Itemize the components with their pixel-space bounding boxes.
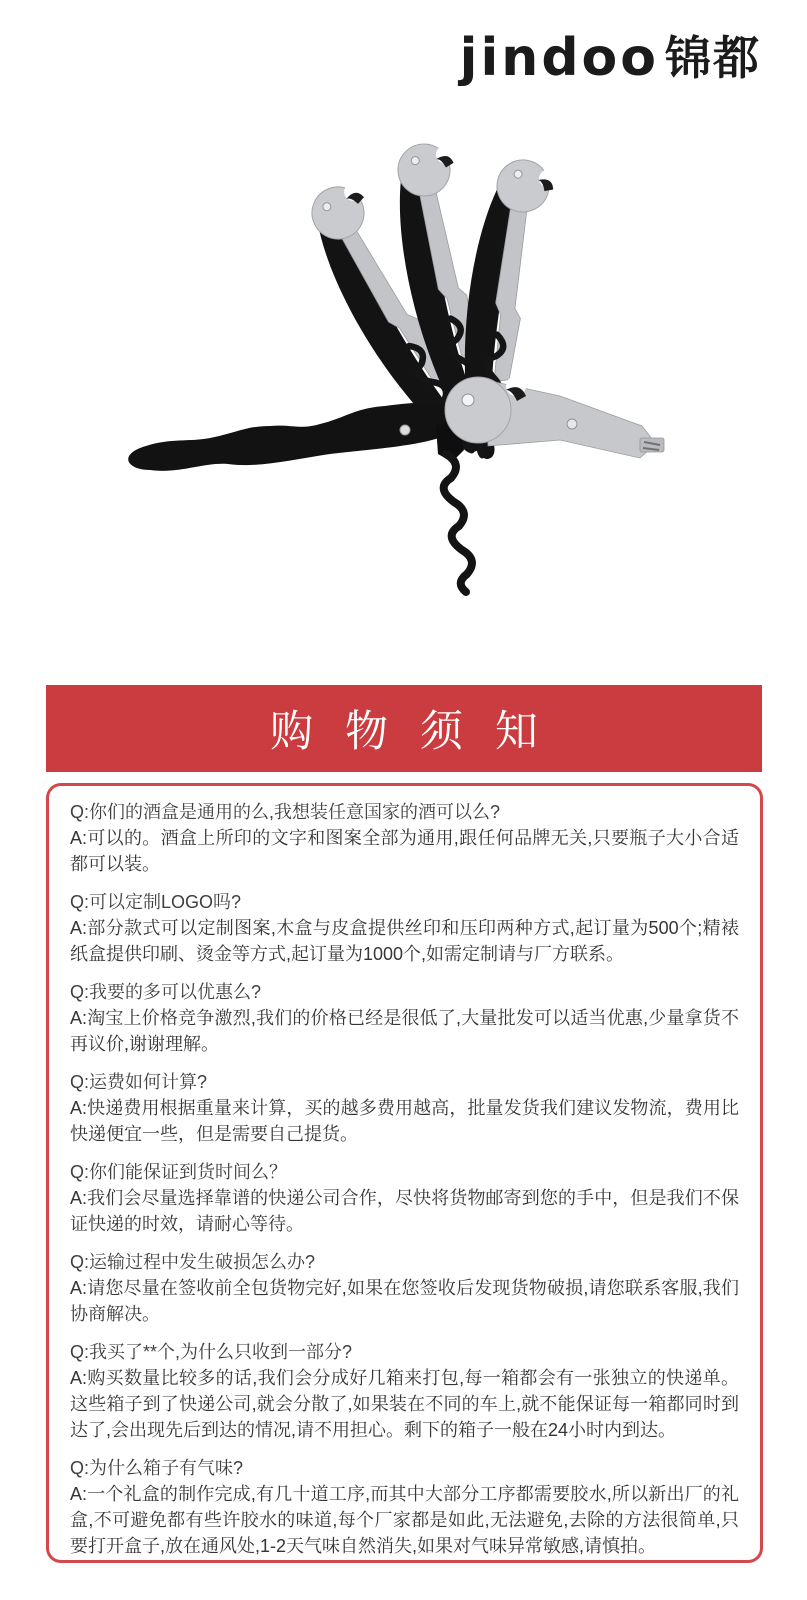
faq-item [70,1159,739,1237]
faq-item [70,889,739,967]
faq-question: Q:你们能保证到货时间么？ [70,1162,288,1182]
faq-answer: A:请您尽量在签收前全包货物完好,如果在您签收后发现货物破损,请您联系客服,我们协商解决。 [70,1278,739,1324]
faq-answer: A:可以的。酒盒上所印的文字和图案全部为通用,跟任何品牌无关,只要瓶子大小合适都可以装。 [70,828,739,874]
faq-answer: A:部分款式可以定制图案,木盒与皮盒提供丝印和压印两种方式,起订量为500个;精裱纸盒提供印刷、烫金等方式,起订量为1000个,如需定制请与厂方联系。 [70,918,739,964]
brand-logo-latin: jindoo [459,28,659,88]
notice-banner [46,685,762,772]
faq-answer: A:一个礼盒的制作完成,有几十道工序,而其中大部分工序都需要胶水,所以新出厂的礼盒,不可避免都有些许胶水的味道,每个厂家都是如此,无法避免,去除的方法很简单,只要打开盒子,放在通风处,1-2天气味自然消失,如果对气味异常敏感,请慎拍。 [70,1484,739,1556]
faq-box [46,783,763,1563]
faq-question: Q:运输过程中发生破损怎么办? [70,1252,316,1272]
faq-item [70,799,739,877]
faq-question: Q:我要的多可以优惠么? [70,982,262,1002]
notice-banner-title: 购 物 须 知 [270,708,548,756]
faq-answer: A:我们会尽量选择靠谱的快递公司合作，尽快将货物邮寄到您的手中，但是我们不保证快递的时效，请耐心等待。 [70,1188,739,1234]
faq-question: Q:你们的酒盒是通用的么,我想装任意国家的酒可以么? [70,802,501,822]
faq-item [70,979,739,1057]
faq-item [70,1249,739,1327]
faq-item [70,1455,739,1559]
faq-question: Q:我买了**个,为什么只收到一部分? [70,1342,353,1362]
faq-answer: A:购买数量比较多的话,我们会分成好几箱来打包,每一箱都会有一张独立的快递单。这些箱子到了快递公司,就会分散了,如果装在不同的车上,就不能保证每一箱都同时到达了,会出现先后到达的情况,请不用担心。剩下的箱子一般在24小时内到达。 [70,1368,739,1440]
faq-answer: A:淘宝上价格竞争激烈,我们的价格已经是很低了,大量批发可以适当优惠,少量拿货不再议价,谢谢理解。 [70,1008,739,1054]
faq-item [70,1069,739,1147]
faq-question: Q:可以定制LOGO吗? [70,892,242,912]
product-photo [0,108,807,642]
faq-item [70,1339,739,1443]
faq-answer: A:快递费用根据重量来计算，买的越多费用越高，批量发货我们建议发物流，费用比快递便宜一些，但是需要自己提货。 [70,1098,739,1144]
brand-logo [460,26,761,90]
faq-question: Q:运费如何计算? [70,1072,208,1092]
faq-question: Q:为什么箱子有气味? [70,1458,244,1478]
corkscrew-photo-svg [0,108,807,642]
brand-logo-cjk: 锦都 [665,32,761,84]
corkscrew-large [128,376,664,592]
